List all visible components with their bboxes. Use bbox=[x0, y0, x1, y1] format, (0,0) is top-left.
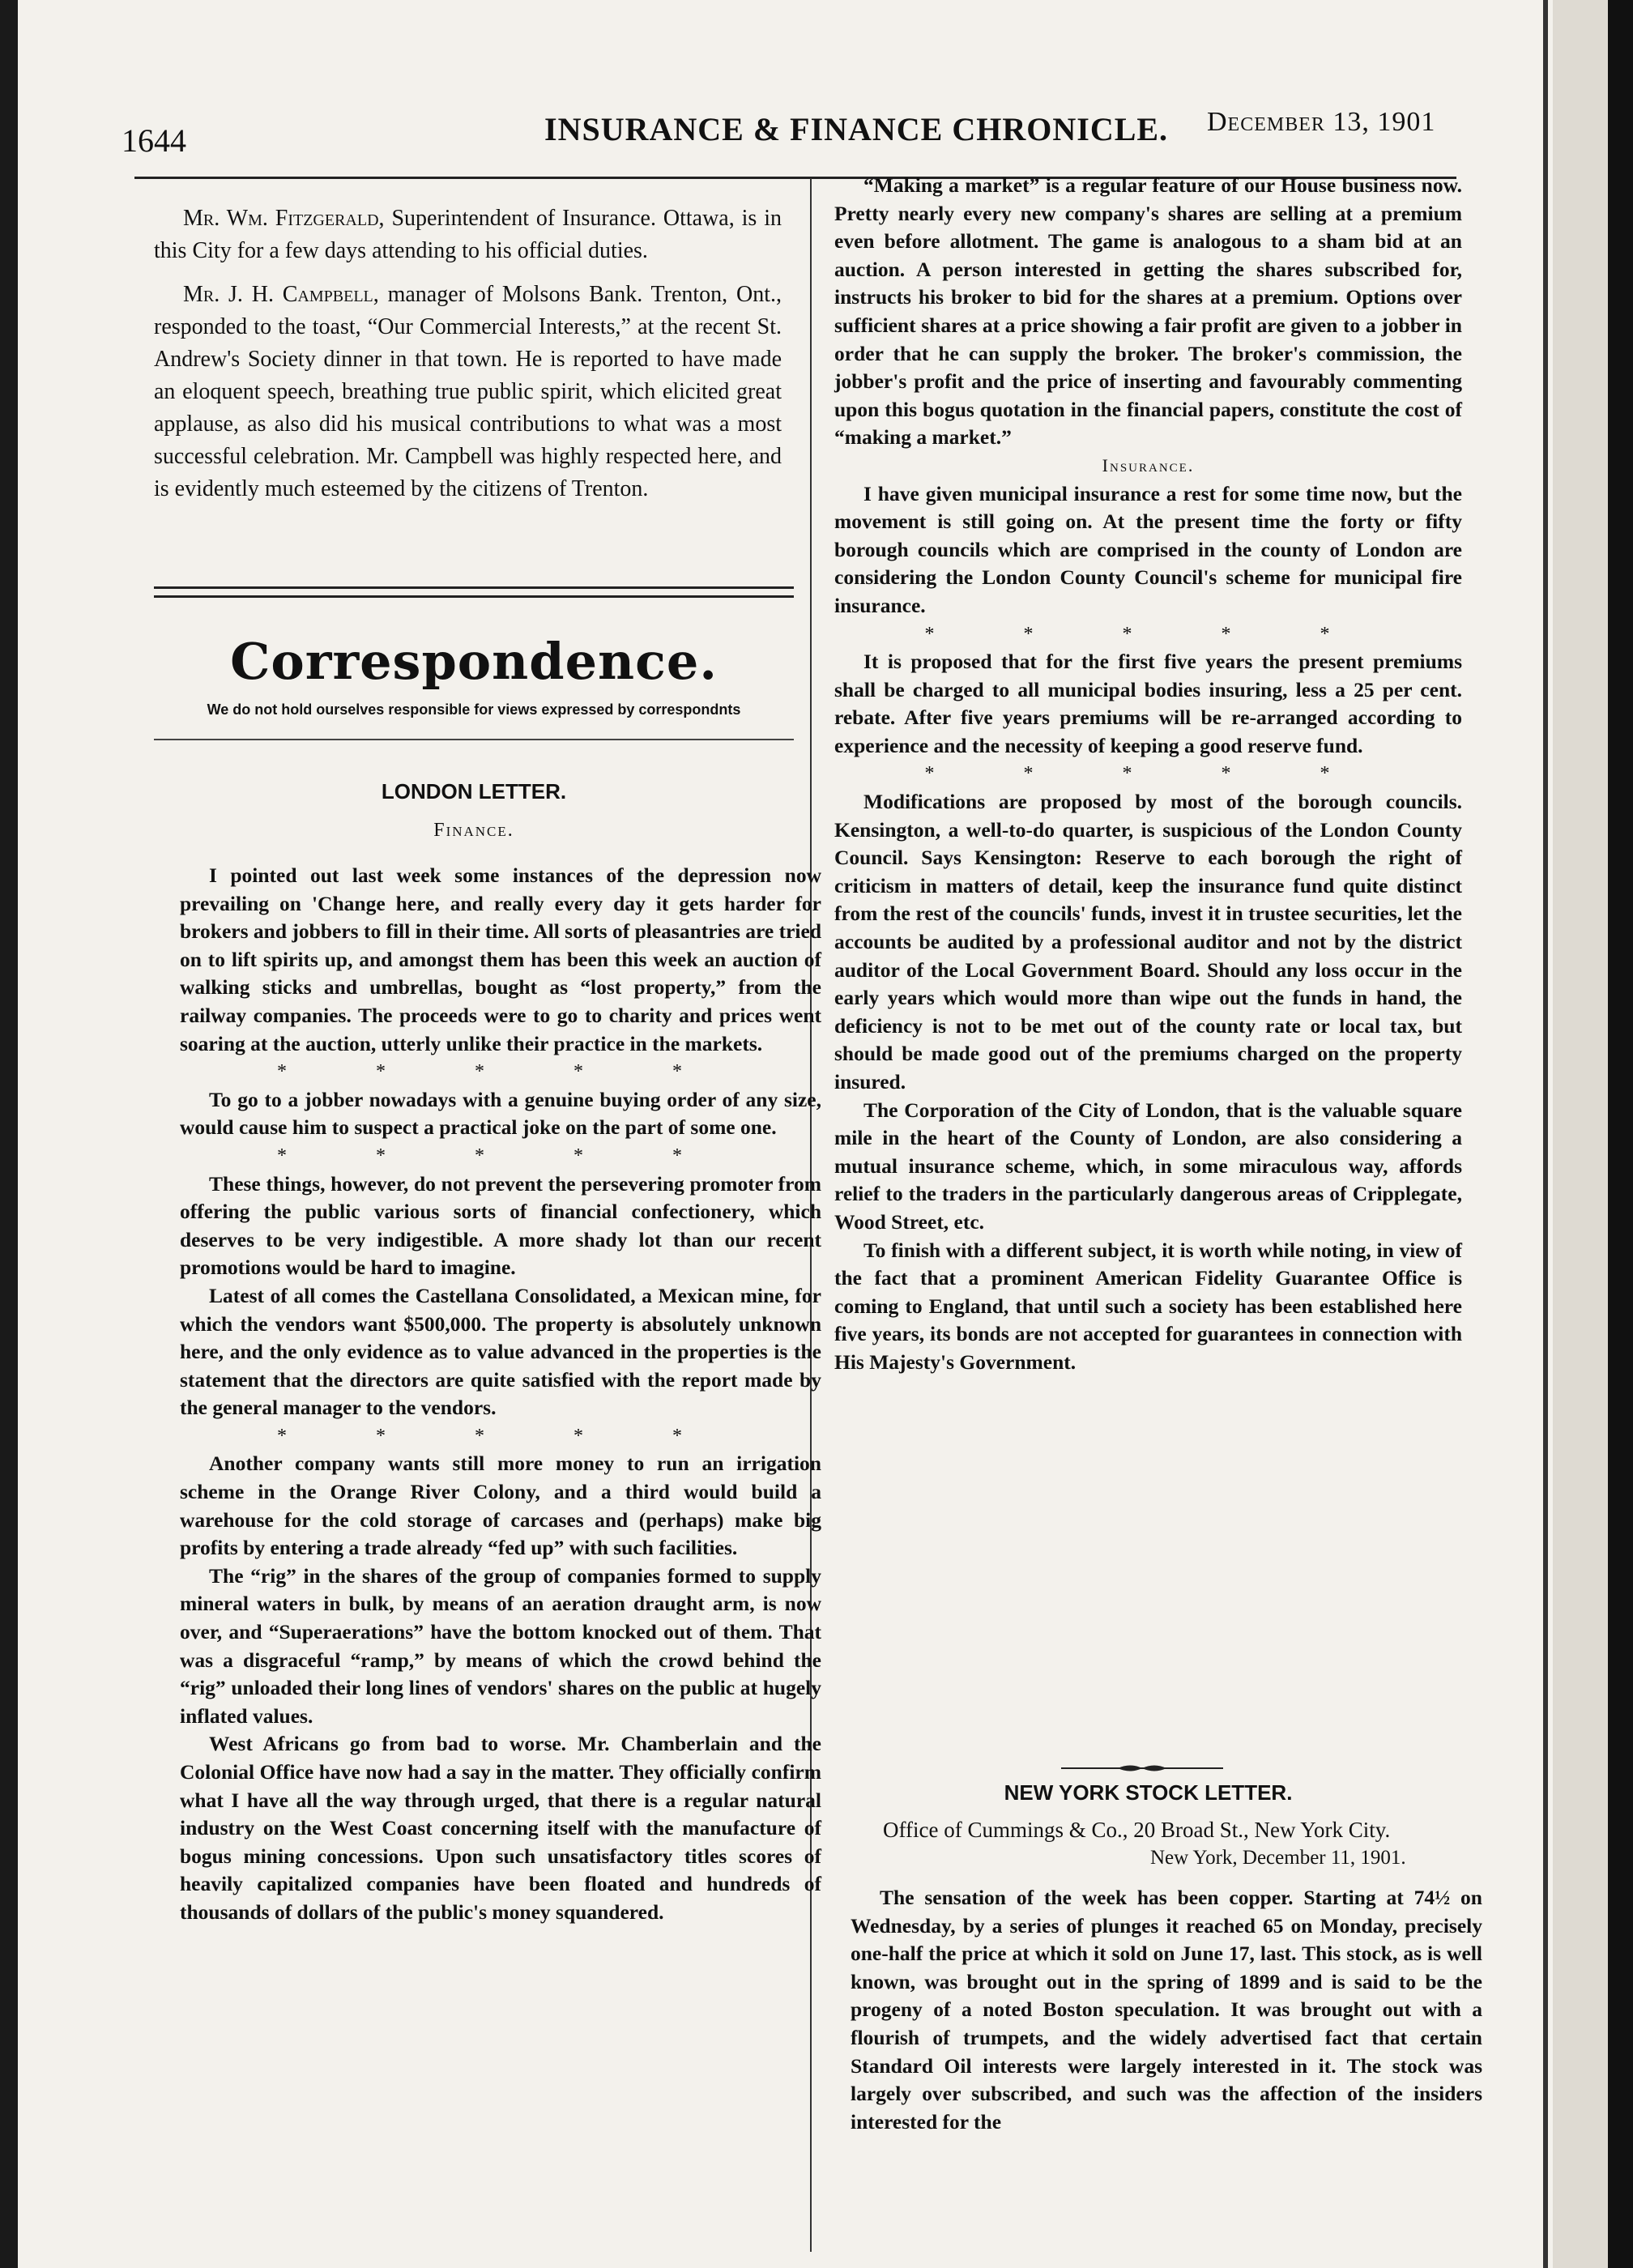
ny-letter-heading: NEW YORK STOCK LETTER. bbox=[1004, 1780, 1293, 1805]
correspondence-disclaimer: We do not hold ourselves responsible for views expressed by correspondnts bbox=[207, 701, 741, 718]
scan-border-right bbox=[1608, 0, 1633, 2268]
article-paragraph: It is proposed that for the first five years the present premiums shall be charged to all municipal bodies insuring, less a 25 per cent. rebate. After five years premiums will be re-arranged according to experience and the necessity of keeping a good reserve fund. bbox=[834, 650, 1462, 757]
article-paragraph: I pointed out last week some instances of the depression now prevailing on 'Change here, and really every day it gets harder for brokers and jobbers to fill in their time. All sorts of pleasantries are tried on to lift spirits up, and amongst them has been this week an auction of walking sticks and umbrellas, bought as “lost property,” from the railway companies. The proceeds were to go to charity and prices went soaring at the auction, utterly unlike their practice in the markets. bbox=[180, 863, 821, 1055]
binding-fold bbox=[1543, 0, 1548, 2268]
ny-letter-dateline: New York, December 11, 1901. bbox=[1150, 1847, 1406, 1869]
personal-notes bbox=[154, 202, 782, 517]
article-paragraph: These things, however, do not prevent the persevering promoter from offering the public various sorts of financial confectionery, which deserves to be very indigestible. A more shady lot than our recent promotions would be hard to imagine. bbox=[180, 1171, 821, 1280]
note-text: , Superintendent of Insurance. Ottawa, is in this City for a few days attending to his official duties. bbox=[154, 206, 782, 263]
london-letter-body-left bbox=[180, 862, 821, 1927]
article-paragraph: To finish with a different subject, it is worth while noting, in view of the fact that a prominent American Fidelity Guarantee Office is coming to England, that until such a society has been established here five years, its bonds are not accepted for guarantees in connection with His Majesty's Government. bbox=[834, 1238, 1462, 1374]
note-name: Mr. J. H. Campbell bbox=[183, 282, 373, 307]
insurance-subheading: Insurance. bbox=[1102, 454, 1195, 475]
stars-separator: * * * * * bbox=[277, 1061, 724, 1083]
scan-border-left bbox=[0, 0, 18, 2268]
london-letter-body-right bbox=[834, 172, 1462, 1377]
london-letter-heading: LONDON LETTER. bbox=[381, 779, 567, 804]
note-campbell bbox=[154, 279, 782, 505]
stars-separator: * * * * * bbox=[924, 623, 1372, 645]
publication-title: INSURANCE & FINANCE CHRONICLE. bbox=[544, 111, 1169, 147]
issue-date: December 13, 1901 bbox=[1207, 107, 1436, 137]
ny-letter-body bbox=[851, 1884, 1482, 2136]
section-double-rule bbox=[154, 586, 794, 598]
article-paragraph: Another company wants still more money to run an irrigation scheme in the Orange River Colony, and a third would build a warehouse for the cold storage of carcases and (perhaps) make big profits by entering a trade already “fed up” with such facilities. bbox=[180, 1452, 821, 1560]
stars-separator: * * * * * bbox=[277, 1425, 724, 1447]
article-paragraph: Latest of all comes the Castellana Consolidated, a Mexican mine, for which the vendors want $500,000. The property is absolutely unknown here, and the only evidence as to value advanced in the properties is the statement that the directors are quite satisfied with the report made by the general manager to the vendors. bbox=[180, 1283, 821, 1420]
finance-subheading: Finance. bbox=[433, 820, 514, 841]
ornament-divider bbox=[1061, 1763, 1223, 1774]
article-paragraph: The Corporation of the City of London, that is the valuable square mile in the heart of the County of London, are also considering a mutual insurance scheme, which, in some miraculous way, affords relief to the traders in the particularly dangerous areas of Cripplegate, Wood Street, etc. bbox=[834, 1098, 1462, 1234]
note-fitzgerald bbox=[154, 202, 782, 267]
article-paragraph: Modifications are proposed by most of the borough councils. Kensington, a well-to-do quarter, is suspicious of the London County Council. Says Kensington: Reserve to each borough the right of criticism in matters of detail, keep the insurance fund quite distinct from the rest of the councils' funds, invest it in trustee securities, let the accounts be audited by a professional auditor and not by the district auditor of the Local Government Board. Should any loss occur in the early years which would more than wipe out the funds in hand, the deficiency is not to be met out of the county rate or local tax, but should be made good out of the premiums charged on the property insured. bbox=[834, 790, 1462, 1094]
article-paragraph: I have given municipal insurance a rest for some time now, but the movement is still going on. At the present time the forty or fifty borough councils which are comprised in the county of London are considering the London County Council's scheme for municipal fire insurance. bbox=[834, 481, 1462, 617]
page-number: 1644 bbox=[122, 122, 186, 159]
article-paragraph: The sensation of the week has been copper. Starting at 74½ on Wednesday, by a series of plunges it reached 65 on Monday, precisely one-half the price at which it sold on June 17, last. This stock, as is well known, was brought out in the spring of 1899 and is said to be the progeny of a noted Boston speculation. It was brought out with a flourish of trumpets, and the widely advertised fact that certain Standard Oil interests were largely interested in it. The stock was largely over subscribed, and such was the affection of the insiders interested for the bbox=[851, 1886, 1482, 2134]
note-name: Mr. Wm. Fitzgerald bbox=[183, 206, 379, 231]
article-paragraph: West Africans go from bad to worse. Mr. Chamberlain and the Colonial Office have now had a say in the matter. They officially confirm what I have all the way through urged, that there is a regular natural industry on the West Coast concerning itself with the manufacture of bogus mining concessions. Upon such unsatisfactory titles scores of heavily capitalized companies have been floated and hundreds of thousands of dollars of the public's money squandered. bbox=[180, 1732, 821, 1924]
stars-separator: * * * * * bbox=[277, 1145, 724, 1166]
page-edge bbox=[1553, 0, 1608, 2268]
stars-separator: * * * * * bbox=[924, 763, 1372, 785]
correspondence-title: Correspondence. bbox=[230, 632, 718, 691]
article-paragraph: “Making a market” is a regular feature of our House business now. Pretty nearly every new company's shares are selling at a premium even before allotment. The game is analogous to a sham bid at an auction. A person interested in getting the shares subscribed for, instructs his broker to bid for the shares at a premium. Options over sufficient shares at a price showing a fair profit are given to a jobber in order that he can supply the broker. The broker's commission, the jobber's profit and the price of inserting and favourably commenting upon this bogus quotation in the financial papers, constitute the cost of “making a market.” bbox=[834, 173, 1462, 450]
article-paragraph: The “rig” in the shares of the group of companies formed to supply mineral waters in bulk, by means of an aeration draught arm, is now over, and “Superaerations” have the bottom knocked out of them. That was a disgraceful “ramp,” by means of which the crowd behind the “rig” unloaded their long lines of vendors' shares on the public at hugely inflated values. bbox=[180, 1563, 821, 1728]
note-text: , manager of Molsons Bank. Trenton, Ont., responded to the toast, “Our Commercial Interests,” at the recent St. Andrew's Society dinner in that town. He is reported to have made an eloquent speech, breathing true public spirit, which elicited great applause, as also did his musical contributions to what was a most successful celebration. Mr. Campbell was highly respected here, and is evidently much esteemed by the citizens of Trenton. bbox=[154, 282, 782, 501]
article-paragraph: To go to a jobber nowadays with a genuine buying order of any size, would cause him to suspect a practical joke on the part of some one. bbox=[180, 1087, 821, 1140]
ny-letter-office: Office of Cummings & Co., 20 Broad St., New York City. bbox=[883, 1818, 1391, 1842]
section-rule bbox=[154, 739, 794, 740]
